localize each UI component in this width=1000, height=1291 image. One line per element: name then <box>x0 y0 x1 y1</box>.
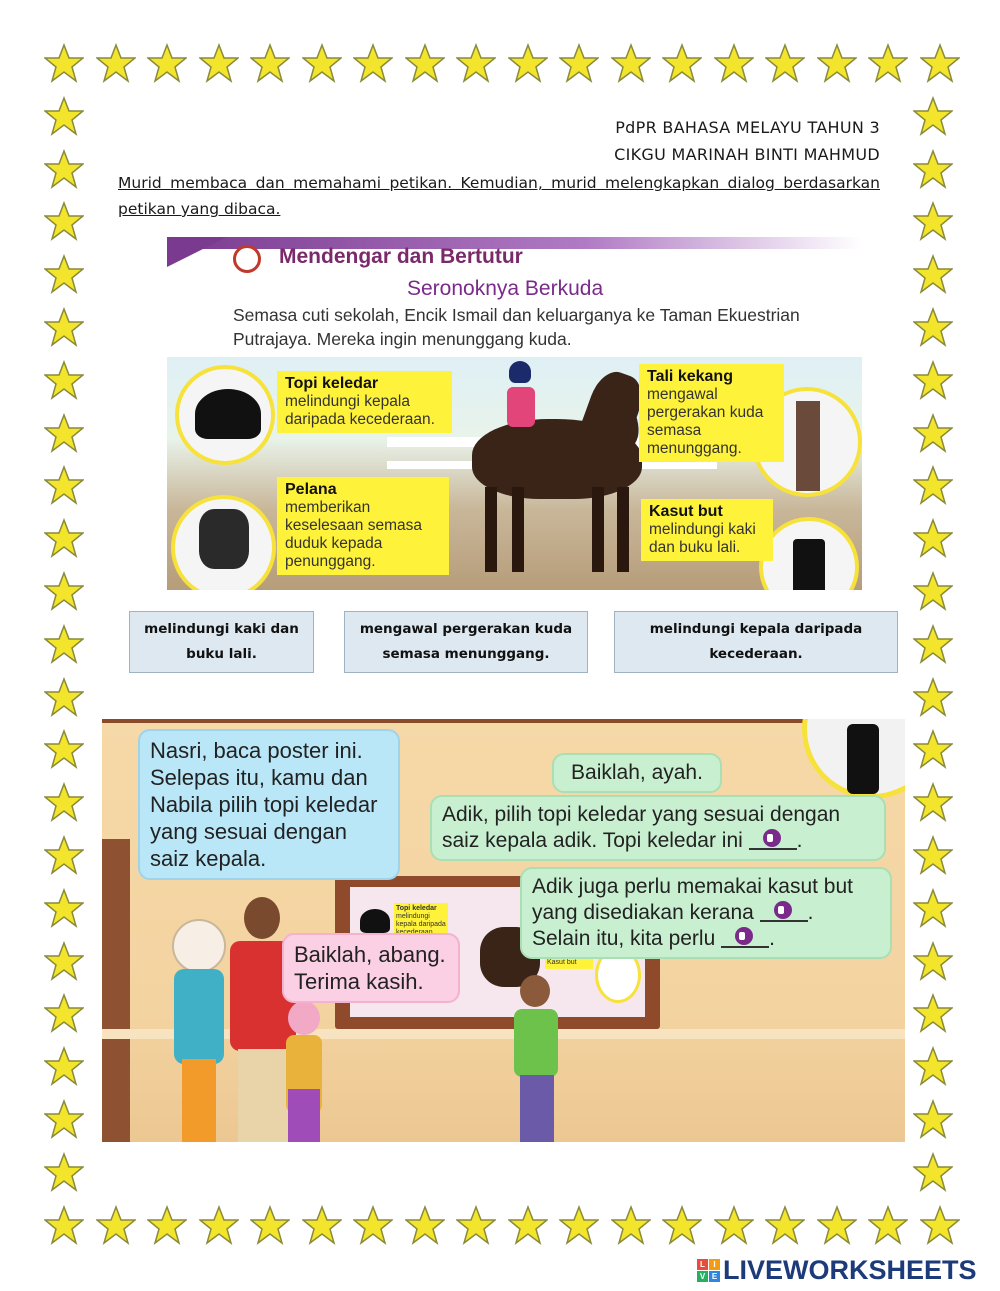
star-icon <box>44 1046 84 1086</box>
star-icon <box>44 677 84 717</box>
star-icon <box>913 518 953 558</box>
answer-option-1[interactable]: melindungi kaki dan buku lali. <box>129 611 314 673</box>
helmet-photo <box>175 365 275 465</box>
star-icon <box>44 888 84 928</box>
logo-letter: E <box>709 1271 720 1282</box>
star-icon <box>44 307 84 347</box>
answer-blank-3[interactable] <box>721 926 769 948</box>
label-pelana <box>277 477 449 575</box>
speech-bubble-brother-2: Adik juga perlu memakai kasut but yang disediakan kerana . Selain itu, kita perlu . <box>520 867 892 959</box>
star-icon <box>44 1099 84 1139</box>
label-text: mengawal pergerakan kuda semasa menunggang. <box>647 386 764 457</box>
girl-hijab <box>288 1001 320 1035</box>
star-icon <box>44 571 84 611</box>
answer-blank-1[interactable] <box>749 828 797 850</box>
star-icon <box>456 43 496 83</box>
star-icon <box>920 43 960 83</box>
star-icon <box>913 1152 953 1192</box>
star-icon <box>405 1205 445 1245</box>
star-icon <box>302 1205 342 1245</box>
label-kasut-but <box>641 499 773 561</box>
speech-bubble-father: Nasri, baca poster ini. Selepas itu, kamu dan Nabila pilih topi keledar yang sesuai dengan saiz kepala. <box>138 729 400 880</box>
star-icon <box>353 43 393 83</box>
star-icon <box>559 43 599 83</box>
star-icon <box>913 254 953 294</box>
star-icon <box>44 782 84 822</box>
star-icon <box>44 465 84 505</box>
logo-letter: L <box>697 1259 708 1270</box>
star-icon <box>44 993 84 1033</box>
liveworksheets-logo <box>697 1255 977 1286</box>
poster-image <box>167 237 862 590</box>
rider-illustration <box>507 387 535 427</box>
star-icon <box>44 1152 84 1192</box>
speech-bubble-reply-ayah: Baiklah, ayah. <box>552 753 722 793</box>
star-icon <box>302 43 342 83</box>
audio-icon[interactable] <box>774 901 792 919</box>
star-icon <box>913 1099 953 1139</box>
horse-leg <box>485 487 497 572</box>
star-icon <box>456 1205 496 1245</box>
logo-mark <box>697 1259 720 1282</box>
audio-icon[interactable] <box>763 829 781 847</box>
star-icon <box>508 1205 548 1245</box>
star-icon <box>96 1205 136 1245</box>
dialogue-text: Adik juga perlu memakai kasut but yang disediakan kerana <box>532 875 853 924</box>
star-icon <box>913 624 953 664</box>
star-icon <box>44 835 84 875</box>
star-icon <box>611 1205 651 1245</box>
dialogue-scene <box>102 719 905 1142</box>
star-icon <box>913 1046 953 1086</box>
star-icon <box>44 96 84 136</box>
star-icon <box>913 782 953 822</box>
answer-option-3[interactable]: melindungi kepala daripada kecederaan. <box>614 611 898 673</box>
star-icon <box>913 729 953 769</box>
mother-hijab <box>172 919 226 973</box>
father-head <box>244 897 280 939</box>
star-icon <box>913 677 953 717</box>
horse-leg <box>512 487 524 572</box>
star-icon <box>353 1205 393 1245</box>
star-icon <box>44 1205 84 1245</box>
answer-option-2[interactable]: mengawal pergerakan kuda semasa menunggang. <box>344 611 588 673</box>
wall-cabinet <box>102 839 130 1142</box>
mini-label-topi: Topi keledar melindungi kepala daripada <box>394 903 448 939</box>
star-icon <box>662 1205 702 1245</box>
star-icon <box>913 465 953 505</box>
saddle-photo <box>171 495 276 590</box>
label-title: Pelana <box>285 481 337 498</box>
star-icon <box>508 43 548 83</box>
star-icon <box>44 360 84 400</box>
star-icon <box>44 518 84 558</box>
label-title: Tali kekang <box>647 368 733 385</box>
star-icon <box>96 43 136 83</box>
logo-text: LIVEWORKSHEETS <box>723 1255 977 1285</box>
horse-leg <box>617 487 629 572</box>
star-icon <box>817 43 857 83</box>
star-icon <box>913 149 953 189</box>
speech-bubble-girl: Baiklah, abang. Terima kasih. <box>282 933 460 1003</box>
star-icon <box>913 307 953 347</box>
label-topi-keledar <box>277 371 452 433</box>
label-tali-kekang <box>639 364 784 462</box>
star-icon <box>44 149 84 189</box>
label-title: Kasut but <box>649 503 723 520</box>
boy-legs <box>520 1075 554 1142</box>
star-icon <box>913 96 953 136</box>
star-icon <box>714 43 754 83</box>
boy-head <box>520 975 550 1007</box>
star-icon <box>250 1205 290 1245</box>
star-icon <box>199 43 239 83</box>
star-icon <box>199 1205 239 1245</box>
star-icon <box>44 201 84 241</box>
star-icon <box>913 571 953 611</box>
star-icon <box>868 1205 908 1245</box>
star-icon <box>662 43 702 83</box>
star-icon <box>913 888 953 928</box>
poster-corner <box>167 237 227 267</box>
horse-leg <box>592 487 604 572</box>
star-icon <box>611 43 651 83</box>
label-text: memberikan keselesaan semasa duduk kepada penunggang. <box>285 499 422 570</box>
star-icon <box>44 43 84 83</box>
instruction-text: Murid membaca dan memahami petikan. Kemudian, murid melengkapkan dialog berdasarkan petikan yang dibaca. <box>118 174 880 218</box>
boy-body <box>514 1009 558 1077</box>
star-icon <box>44 413 84 453</box>
logo-letter: I <box>709 1259 720 1270</box>
star-icon <box>913 941 953 981</box>
star-icon <box>44 624 84 664</box>
star-icon <box>714 1205 754 1245</box>
label-text: melindungi kepala daripada kecederaan. <box>285 393 435 428</box>
header-teacher: CIKGU MARINAH BINTI MAHMUD <box>614 145 880 164</box>
listen-speak-icon <box>233 245 261 273</box>
star-icon <box>913 413 953 453</box>
star-icon <box>405 43 445 83</box>
rider-helmet <box>509 361 531 383</box>
star-icon <box>765 1205 805 1245</box>
star-icon <box>44 729 84 769</box>
star-icon <box>44 941 84 981</box>
poster-section-title: Mendengar dan Bertutur <box>279 245 523 268</box>
star-icon <box>817 1205 857 1245</box>
girl-legs <box>288 1089 320 1142</box>
star-icon <box>913 993 953 1033</box>
star-icon <box>920 1205 960 1245</box>
mother-legs <box>182 1059 216 1142</box>
father-legs <box>238 1049 288 1142</box>
mini-label-kasut: Kasut but <box>545 957 593 969</box>
star-icon <box>147 43 187 83</box>
header-title: PdPR BAHASA MELAYU TAHUN 3 <box>615 118 880 137</box>
mother-body <box>174 969 224 1064</box>
answer-blank-2[interactable] <box>760 900 808 922</box>
boot-photo-circle <box>802 719 905 799</box>
star-icon <box>913 360 953 400</box>
speech-bubble-brother-1: Adik, pilih topi keledar yang sesuai dengan saiz kepala adik. Topi keledar ini . <box>430 795 886 861</box>
star-icon <box>250 43 290 83</box>
poster-subtitle: Seronoknya Berkuda <box>407 277 604 300</box>
star-icon <box>147 1205 187 1245</box>
logo-letter: V <box>697 1271 708 1282</box>
label-title: Topi keledar <box>285 375 379 392</box>
label-text: melindungi kaki dan buku lali. <box>649 521 756 556</box>
audio-icon[interactable] <box>735 927 753 945</box>
dialogue-text: Adik, pilih topi keledar yang sesuai dengan saiz kepala adik. Topi keledar ini <box>442 803 841 852</box>
star-icon <box>559 1205 599 1245</box>
star-icon <box>913 835 953 875</box>
dialogue-text: Selain itu, kita perlu <box>532 927 716 950</box>
scene-top-border <box>102 719 905 723</box>
star-icon <box>913 201 953 241</box>
star-icon <box>765 43 805 83</box>
star-icon <box>868 43 908 83</box>
poster-paragraph: Semasa cuti sekolah, Encik Ismail dan keluarganya ke Taman Ekuestrian Putrajaya. Mereka ingin menunggang kuda. <box>233 305 800 349</box>
star-icon <box>44 254 84 294</box>
